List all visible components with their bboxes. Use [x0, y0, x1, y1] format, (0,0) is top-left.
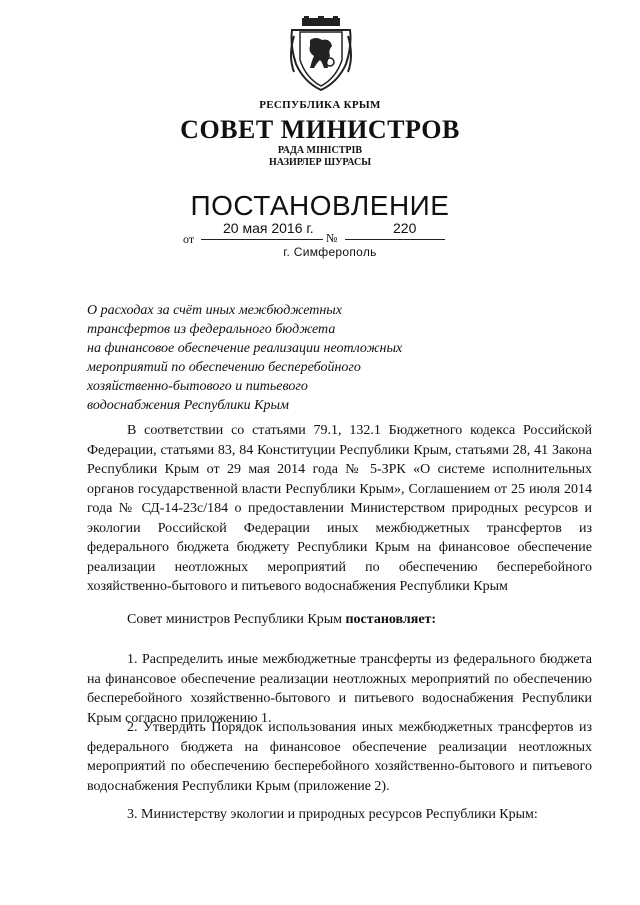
subject-line: мероприятий по обеспечению бесперебойного [87, 360, 361, 375]
number-label: № [326, 231, 338, 245]
subject-line: О расходах за счёт иных межбюджетных [87, 303, 343, 318]
council-title-ua: РАДА МІНІСТРІВ [277, 145, 363, 156]
date-underline [201, 239, 323, 240]
decree-subject [87, 301, 447, 415]
subject-line: на финансовое обеспечение реализации неотложных [87, 341, 403, 356]
emblem [290, 16, 352, 92]
resolves-keyword: постановляет: [345, 612, 437, 627]
decree-date: 20 мая 2016 г. [223, 220, 314, 236]
item-2: 2. Утвердить Порядок использования иных межбюджетных трансфертов из федерального бюджета на финансовое обеспечение реализации неотложных мероприятий по обеспечению бесперебойного хозяйственно-бытового и питьевого водоснабжения Республики Крым (приложение 2). [87, 720, 592, 794]
preamble-paragraph: В соответствии со статьями 79.1, 132.1 Бюджетного кодекса Российской Федерации, статьями 83, 84 Конституции Республики Крым, статьями 28, 41 Закона Республики Крым от 29 мая 2014 года № 5-ЗРК «О системе исполнительных органов государственной власти Республики Крым», Соглашением от 25 июля 2014 года № СД-14-23с/184 о предоставлении Министерством природных ресурсов и экологии Российской Федерации иных межбюджетных трансфертов из федерального бюджета бюджету Республики Крым на финансовое обеспечение реализации неотложных мероприятий по обеспечению бесперебойного хозяйственно-бытового и питьевого водоснабжения Республики Крым [87, 423, 592, 594]
subject-line: хозяйственно-бытового и питьевого [87, 379, 308, 394]
council-title: СОВЕТ МИНИСТРОВ [180, 115, 460, 144]
document-type: ПОСТАНОВЛЕНИЕ [190, 190, 450, 221]
number-underline [345, 239, 445, 240]
resolves-prefix: Совет министров Республики Крым [127, 612, 346, 627]
resolves-line [127, 612, 436, 628]
crimea-coat-of-arms-icon [290, 16, 352, 92]
decree-city: г. Симферополь [283, 245, 377, 259]
subject-line: водоснабжения Республики Крым [87, 398, 289, 413]
decree-date-line [183, 222, 453, 244]
item-3: 3. Министерству экологии и природных ресурсов Республики Крым: [127, 807, 538, 822]
date-from-label: от [183, 232, 195, 246]
item-1: 1. Распределить иные межбюджетные трансферты из федерального бюджета на финансовое обеспечение реализации неотложных мероприятий по обеспечению бесперебойного хозяйственно-бытового и питьевого водоснабжения Республики Крым согласно приложению 1. [87, 652, 592, 726]
subject-line: трансфертов из федерального бюджета [87, 322, 336, 337]
council-title-crh: НАЗИРЛЕР ШУРАСЫ [268, 157, 372, 168]
decree-number: 220 [393, 220, 417, 236]
republic-name: РЕСПУБЛИКА КРЫМ [259, 99, 381, 111]
